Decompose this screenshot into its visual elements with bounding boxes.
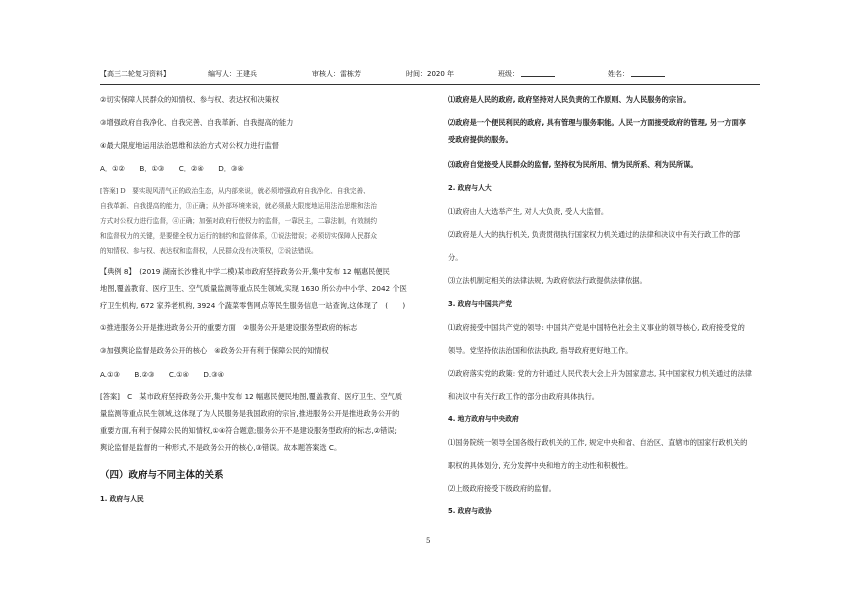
example-8-answer-line: [答案] C 某市政府坚持政务公开,集中发布 12 幅惠民便民地图,覆盖教育、医疗卫生、空气质 [100,392,403,401]
answer-explanation-line: 的知情权、参与权、表达权和监督权，人民群众没有决策权，②说法错误。 [100,247,318,255]
header-name-label: 姓名： [608,70,629,78]
example-8-line: 【典例 8】 (2019 湖南长沙雅礼中学二模)某市政府坚持政务公开,集中发布 12 幅惠民便民 [100,267,390,276]
example-8-answer-line: 重要方面,有利于保障公民的知情权,①④符合题意;服务公开不是建设服务型政府的标志,②错误; [100,426,397,435]
page-number: 5 [426,537,431,545]
header-divider [100,84,760,85]
header-name-field [608,69,629,79]
header-author: 编写人：王建兵 [208,70,257,78]
header-class-field [498,69,519,79]
header-class-label: 班级： [498,70,519,78]
answer-choices: A．①② B．①③ C．②④ D．③④ [100,164,244,173]
point-line: 职权的具体划分, 充分发挥中央和地方的主动性和积极性。 [448,461,633,470]
document-header [100,69,760,83]
section-title: （四）政府与不同主体的关系 [100,470,224,481]
header-time: 时间：2020 年 [406,70,455,78]
answer-explanation-line: 自我革新、自我提高的能力，③正确；从外部环境来说，就必须最大限度地运用法治思维和法治 [100,202,377,210]
point-line: ⑴政府由人大选举产生, 对人大负责, 受人大监督。 [448,207,609,216]
example-8-line: 疗卫生机构, 672 家养老机构, 3924 个蔬菜零售网点等民生服务信息一站查询,这体现了 ( ) [100,301,406,310]
header-reviewer: 审核人：雷栋芳 [312,70,361,78]
option-2: ②切实保障人民群众的知情权、参与权、表达权和决策权 [100,95,279,104]
example-8-options: ①推进服务公开是推进政务公开的重要方面 ②服务公开是建设服务型政府的标志 [100,323,358,332]
point-line: ⑴国务院统一领导全国各级行政机关的工作, 规定中央和省、自治区、直辖市的国家行政机关的 [448,438,748,447]
sub-title: 5. 政府与政协 [448,507,492,515]
example-8-choices: A.①③ B.②③ C.①④ D.③④ [100,370,225,379]
point-line: ⑵政府落实党的政策: 党的方针通过人民代表大会上升为国家意志, 其中国家权力机关通过的法律 [448,369,752,378]
sub-title: 3. 政府与中国共产党 [448,300,513,308]
point-line: ⑴政府接受中国共产党的领导: 中国共产党是中国特色社会主义事业的领导核心, 政府接受党的 [448,323,745,332]
class-blank [521,69,555,77]
point-line: 领导。党坚持依法治国和依法执政, 指导政府更好地工作。 [448,346,633,355]
answer-explanation-line: [答案] D 要实现风清气正的政治生态，从内部来说，就必须增强政府自我净化、自我完善、 [100,187,370,195]
example-8-answer-line: 量监测等重点民生领域,这体现了为人民服务是我国政府的宗旨,推进服务公开是推进政务公开的 [100,409,400,418]
answer-explanation-line: 方式对公权力进行监督，④正确；加强对政府行使权力的监督，一靠民主，二靠法制，有效制约 [100,217,377,225]
answer-explanation-line: 和监督权力的关键，是要健全权力运行的制约和监督体系，①说法错误；必须切实保障人民群众 [100,232,377,240]
point-line: ⑶政府自觉接受人民群众的监督, 坚持权为民所用、情为民所系、利为民所谋。 [448,160,698,169]
point-line: ⑶立法机制定相关的法律法规, 为政府依法行政提供法律依据。 [448,276,647,285]
point-line: ⑵政府是人大的执行机关, 负责贯彻执行国家权力机关通过的法律和决议中有关行政工作的部 [448,230,741,239]
sub-title: 2. 政府与人大 [448,184,492,192]
header-title: 【高三二轮复习资料】 [100,70,170,78]
option-3: ③增强政府自我净化、自我完善、自我革新、自我提高的能力 [100,118,294,127]
example-8-answer-line: 舆论监督是监督的一种形式,不是政务公开的核心,③错误。故本题答案选 C。 [100,443,342,452]
point-line: 和决议中有关行政工作的部分由政府具体执行。 [448,392,599,401]
point-line: 受政府提供的服务。 [448,135,513,144]
option-4: ④最大限度地运用法治思维和法治方式对公权力进行监督 [100,141,279,150]
point-line: ⑴政府是人民的政府, 政府坚持对人民负责的工作原则、为人民服务的宗旨。 [448,95,691,104]
example-8-options: ③加强舆论监督是政务公开的核心 ④政务公开有利于保障公民的知情权 [100,346,329,355]
name-blank [631,69,665,77]
point-line: ⑵上级政府接受下级政府的监督。 [448,484,556,493]
sub-title: 1. 政府与人民 [100,495,144,503]
point-line: ⑵政府是一个便民利民的政府, 具有管理与服务职能。人民一方面接受政府的管理, 另一方面享 [448,118,746,127]
point-line: 分。 [448,253,463,262]
sub-title: 4. 地方政府与中央政府 [448,415,519,423]
example-8-line: 地图,覆盖教育、医疗卫生、空气质量监测等重点民生领域,实现 1630 所公办中小学、2042 个医 [100,284,407,293]
